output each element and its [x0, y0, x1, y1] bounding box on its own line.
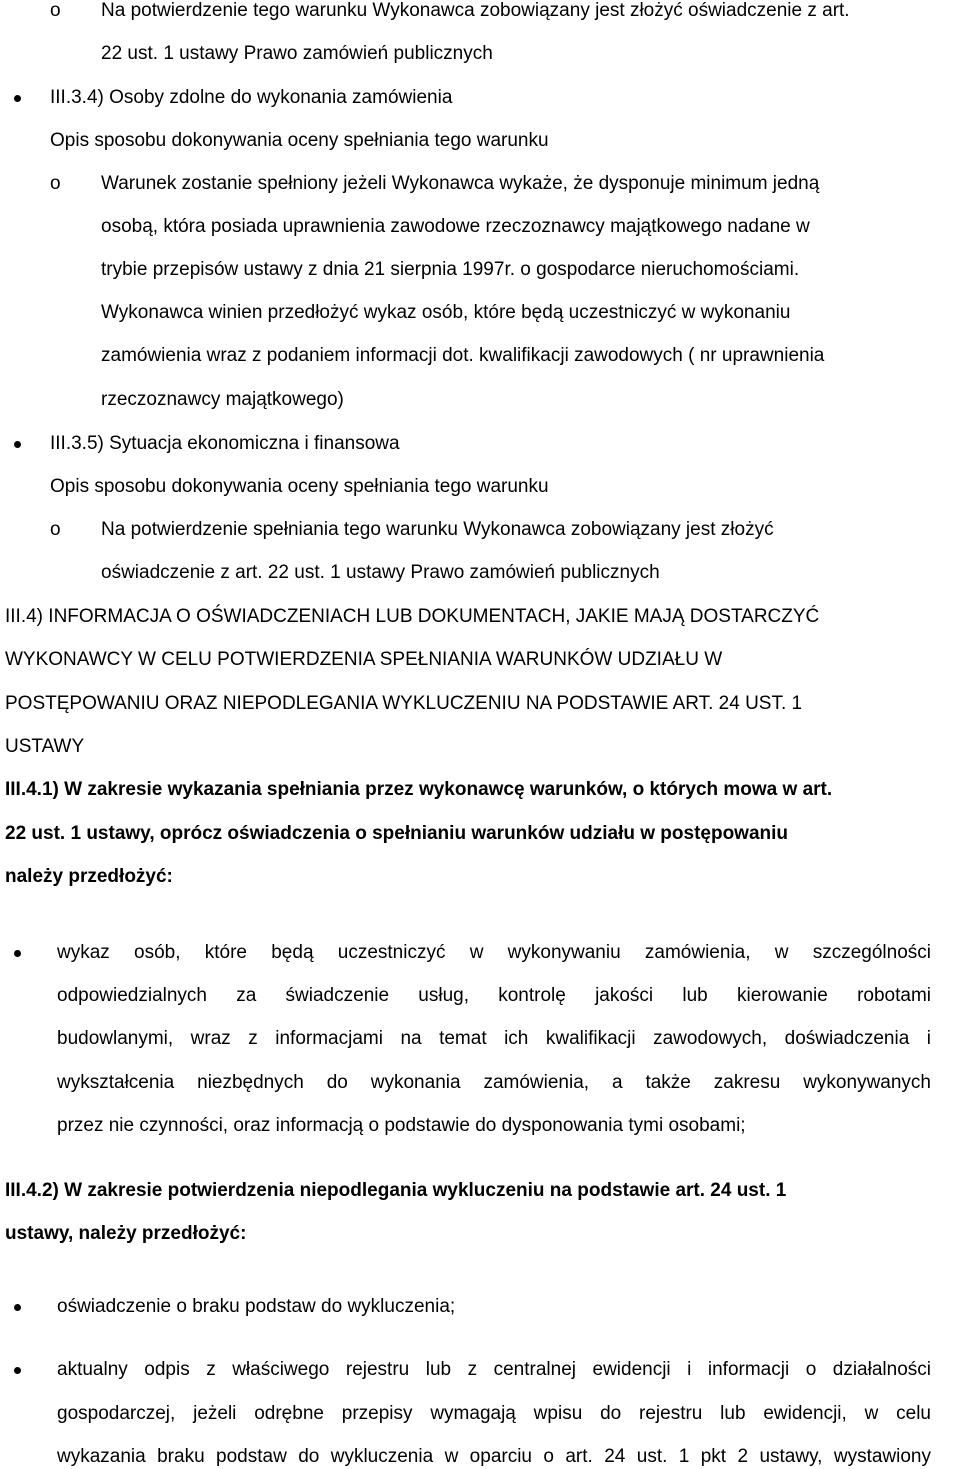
- bullet-icon: [14, 441, 21, 448]
- text-line: aktualny odpis z właściwego rejestru lub z centralnej ewidencji i informacji o działalności: [57, 1359, 931, 1380]
- text-line: odpowiedzialnych za świadczenie usług, kontrolę jakości lub kierowanie robotami: [57, 985, 931, 1006]
- section-heading: III.3.5) Sytuacja ekonomiczna i finansowa: [50, 433, 400, 454]
- list-marker-circle: o: [50, 0, 61, 21]
- text-line: Na potwierdzenie tego warunku Wykonawca zobowiązany jest złożyć oświadczenie z art.: [101, 0, 850, 21]
- subsection-heading: III.4.1) W zakresie wykazania spełniania przez wykonawcę warunków, o których mowa w art.: [5, 779, 833, 800]
- section-heading: POSTĘPOWANIU ORAZ NIEPODLEGANIA WYKLUCZENIU NA PODSTAWIE ART. 24 UST. 1: [5, 693, 803, 714]
- subsection-heading: 22 ust. 1 ustawy, oprócz oświadczenia o spełnianiu warunków udziału w postępowaniu: [5, 823, 789, 844]
- bullet-icon: [14, 1367, 21, 1374]
- text-line: osobą, która posiada uprawnienia zawodowe rzeczoznawcy majątkowego nadane w: [101, 216, 810, 237]
- text-line: trybie przepisów ustawy z dnia 21 sierpnia 1997r. o gospodarce nieruchomościami.: [101, 259, 800, 280]
- text-line: Wykonawca winien przedłożyć wykaz osób, które będą uczestniczyć w wykonaniu: [101, 302, 791, 323]
- text-line: oświadczenie o braku podstaw do wykluczenia;: [57, 1296, 456, 1317]
- text-line: budowlanymi, wraz z informacjami na temat ich kwalifikacji zawodowych, doświadczenia i: [57, 1028, 931, 1049]
- subsection-heading: ustawy, należy przedłożyć:: [5, 1223, 247, 1244]
- section-heading: III.3.4) Osoby zdolne do wykonania zamówienia: [50, 87, 453, 108]
- section-heading: WYKONAWCY W CELU POTWIERDZENIA SPEŁNIANIA WARUNKÓW UDZIAŁU W: [5, 649, 723, 670]
- text-line: przez nie czynności, oraz informacją o podstawie do dysponowania tymi osobami;: [57, 1115, 746, 1136]
- text-line: zamówienia wraz z podaniem informacji dot. kwalifikacji zawodowych ( nr uprawnienia: [101, 345, 825, 366]
- bullet-icon: [14, 1304, 21, 1311]
- text-line: Warunek zostanie spełniony jeżeli Wykonawca wykaże, że dysponuje minimum jedną: [101, 173, 820, 194]
- text-line: rzeczoznawcy majątkowego): [101, 389, 344, 410]
- text-line: oświadczenie z art. 22 ust. 1 ustawy Prawo zamówień publicznych: [101, 562, 660, 583]
- bullet-icon: [14, 95, 21, 102]
- list-marker-circle: o: [50, 519, 61, 540]
- text-line: wykazania braku podstaw do wykluczenia w oparciu o art. 24 ust. 1 pkt 2 ustawy, wystawiony: [57, 1446, 931, 1467]
- subsection-heading: należy przedłożyć:: [5, 866, 173, 887]
- text-line: wykaz osób, które będą uczestniczyć w wykonywaniu zamówienia, w szczególności: [57, 942, 931, 963]
- text-line: Na potwierdzenie spełniania tego warunku Wykonawca zobowiązany jest złożyć: [101, 519, 774, 540]
- bullet-icon: [14, 950, 21, 957]
- list-marker-circle: o: [50, 173, 61, 194]
- text-line: gospodarczej, jeżeli odrębne przepisy wymagają wpisu do rejestru lub ewidencji, w celu: [57, 1403, 931, 1424]
- text-line: 22 ust. 1 ustawy Prawo zamówień publicznych: [101, 43, 493, 64]
- section-heading: III.4) INFORMACJA O OŚWIADCZENIACH LUB DOKUMENTACH, JAKIE MAJĄ DOSTARCZYĆ: [5, 606, 820, 627]
- text-line: wykształcenia niezbędnych do wykonania zamówienia, a także zakresu wykonywanych: [57, 1072, 931, 1093]
- section-heading: USTAWY: [5, 736, 85, 757]
- subsection-heading: III.4.2) W zakresie potwierdzenia niepodlegania wykluczeniu na podstawie art. 24 ust. 1: [5, 1180, 787, 1201]
- subheading: Opis sposobu dokonywania oceny spełniania tego warunku: [50, 130, 549, 151]
- subheading: Opis sposobu dokonywania oceny spełniania tego warunku: [50, 476, 549, 497]
